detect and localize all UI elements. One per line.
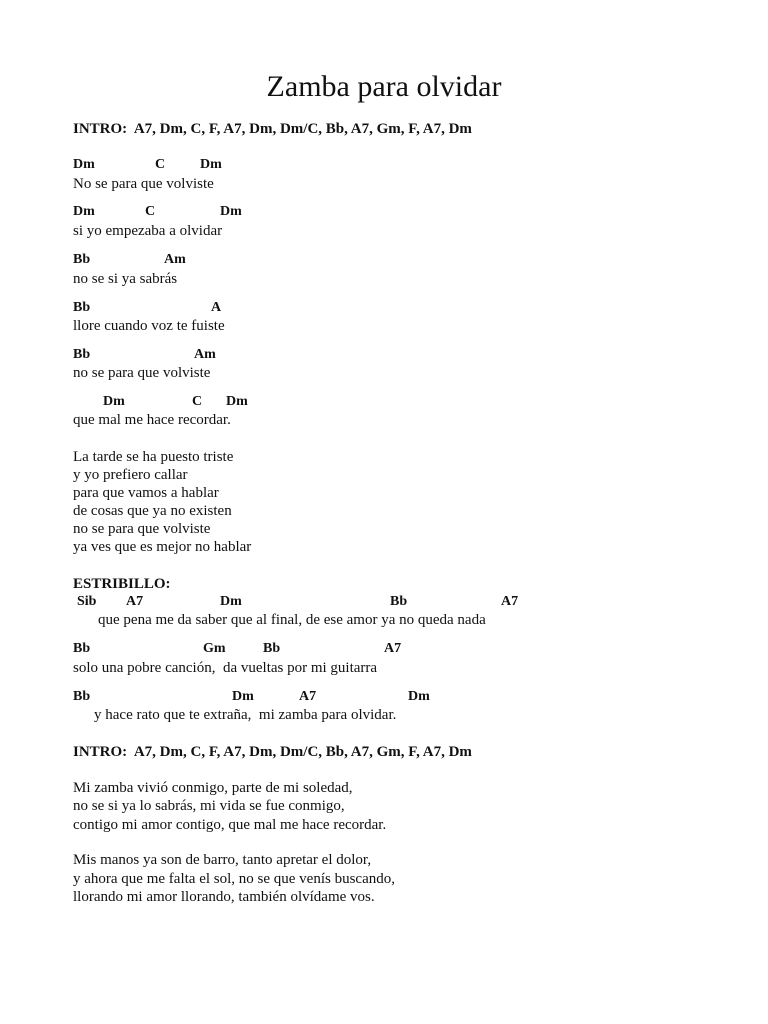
- chord: Dm: [73, 204, 95, 219]
- lyric-line: La tarde se ha puesto triste: [73, 449, 234, 465]
- lyric-line: llorando mi amor llorando, también olvídame vos.: [73, 889, 375, 905]
- chord: Am: [194, 347, 216, 362]
- chord: A7: [384, 641, 402, 656]
- chord: Dm: [220, 594, 242, 609]
- lyric-line: no se si ya sabrás: [73, 271, 178, 287]
- lyric-line: ya ves que es mejor no hablar: [73, 539, 252, 555]
- lyric-line: llore cuando voz te fuiste: [73, 318, 225, 334]
- lyric-line: No se para que volviste: [73, 176, 214, 192]
- intro-line: INTRO: A7, Dm, C, F, A7, Dm, Dm/C, Bb, A7, Gm, F, A7, Dm: [73, 121, 472, 137]
- chord: Dm: [226, 394, 248, 409]
- lyric-line: Mi zamba vivió conmigo, parte de mi soledad,: [73, 780, 353, 796]
- lyric-line: de cosas que ya no existen: [73, 503, 232, 519]
- chord: Sib: [77, 594, 97, 609]
- lyric-line: y ahora que me falta el sol, no se que venís buscando,: [73, 871, 395, 887]
- chord: Dm: [73, 157, 95, 172]
- lyric-line: y hace rato que te extraña, mi zamba para olvidar.: [94, 707, 397, 723]
- intro-line: INTRO: A7, Dm, C, F, A7, Dm, Dm/C, Bb, A7, Gm, F, A7, Dm: [73, 744, 472, 760]
- lyric-line: que pena me da saber que al final, de ese amor ya no queda nada: [98, 612, 486, 628]
- chord: Bb: [263, 641, 281, 656]
- lyric-line: no se si ya lo sabrás, mi vida se fue conmigo,: [73, 798, 345, 814]
- chord: Bb: [73, 252, 91, 267]
- lyric-line: y yo prefiero callar: [73, 467, 188, 483]
- chord: Am: [164, 252, 186, 267]
- chord: C: [192, 394, 203, 409]
- lyric-line: para que vamos a hablar: [73, 485, 219, 501]
- chord: C: [155, 157, 166, 172]
- lyric-line: solo una pobre canción, da vueltas por mi guitarra: [73, 660, 378, 676]
- lyric-line: si yo empezaba a olvidar: [73, 223, 223, 239]
- chord: Dm: [200, 157, 222, 172]
- chord: Dm: [103, 394, 125, 409]
- chord: Bb: [73, 300, 91, 315]
- chord: A7: [126, 594, 144, 609]
- chord: Bb: [73, 641, 91, 656]
- lyric-line: que mal me hace recordar.: [73, 412, 231, 428]
- chord: Gm: [203, 641, 226, 656]
- chord: Bb: [73, 689, 91, 704]
- chord: Dm: [232, 689, 254, 704]
- chord: A7: [299, 689, 317, 704]
- lyric-line: Mis manos ya son de barro, tanto apretar el dolor,: [73, 852, 372, 868]
- chord: A7: [501, 594, 519, 609]
- lyric-line: contigo mi amor contigo, que mal me hace recordar.: [73, 817, 387, 833]
- section-label-estribillo: ESTRIBILLO:: [73, 576, 171, 592]
- chord: A: [211, 300, 222, 315]
- chord: Bb: [73, 347, 91, 362]
- lyric-line: no se para que volviste: [73, 521, 211, 537]
- lyric-line: no se para que volviste: [73, 365, 211, 381]
- chord: C: [145, 204, 156, 219]
- chord: Dm: [408, 689, 430, 704]
- song-title: Zamba para olvidar: [266, 70, 502, 103]
- chord: Bb: [390, 594, 408, 609]
- chord: Dm: [220, 204, 242, 219]
